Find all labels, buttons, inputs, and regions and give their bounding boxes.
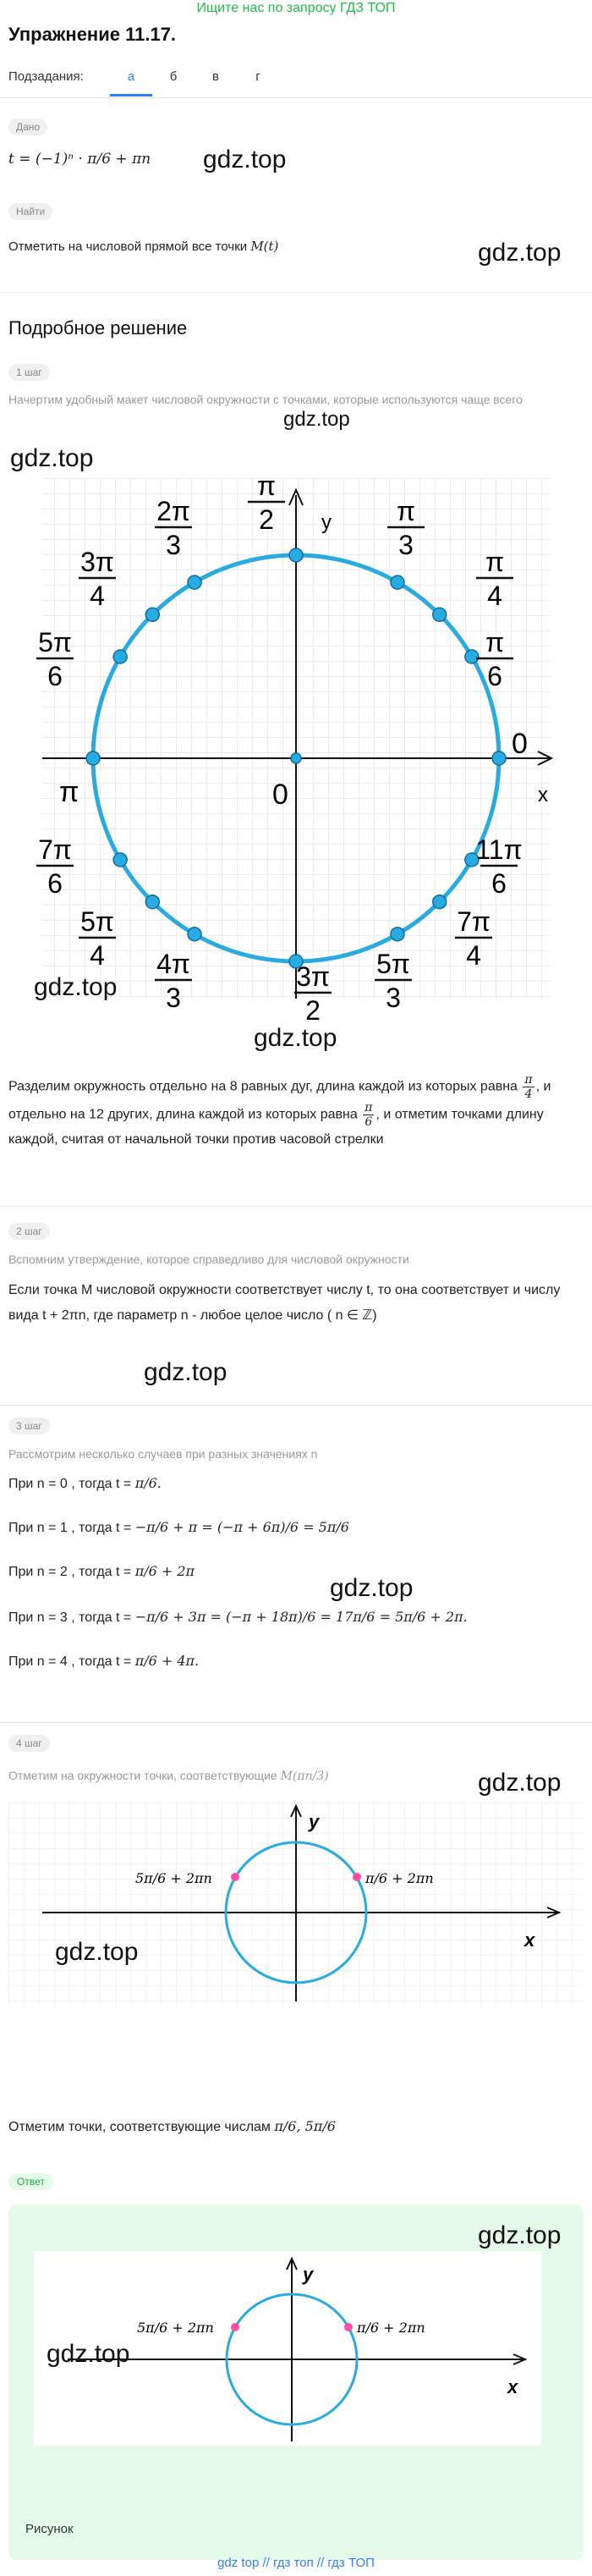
circle-point-300 <box>391 927 404 941</box>
circle-point-30 <box>465 650 479 663</box>
label-numerator: 5π <box>376 949 410 979</box>
page-title: Упражнение 11.17. <box>8 24 177 45</box>
label-denominator: 6 <box>47 661 63 691</box>
top-banner[interactable]: Ищите нас по запросу ГДЗ ТОП <box>196 1 396 15</box>
label-5pi6: 5π/6 + 2πn <box>135 1870 212 1886</box>
step3-chip: 3 шаг <box>8 1417 50 1434</box>
circle-point-315 <box>433 895 447 909</box>
label-numerator: 3π <box>80 547 114 577</box>
watermark: gdz.top <box>144 1358 227 1386</box>
label-denominator: 3 <box>166 530 181 560</box>
step4-hint: Отметим на окружности точки, соответствующие M(πn/3) <box>8 1769 329 1783</box>
answer-caption: Рисунок <box>25 2522 74 2536</box>
circle-point-60 <box>391 575 404 589</box>
step4-chip: 4 шаг <box>8 1735 50 1752</box>
step4-text: Отметим точки, соответствующие числам π/6, 5π/6 <box>8 2118 336 2134</box>
label-denominator: 2 <box>305 995 321 1026</box>
point-5pi6 <box>231 1873 239 1881</box>
tab-g[interactable]: г <box>255 69 260 84</box>
step1-text: Разделим окружность отдельно на 8 равных дуг, длина каждой из которых равна $\frac{\pi}{4}$ , и отдельно на 12 других, длина каждой из которых равна $\frac{\pi}{6}$ , и отметим точками длину каждой, считая от начальной точки против часовой стрелки <box>8 1073 551 1147</box>
divider <box>0 1722 592 1723</box>
frac-pi-4: $\frac{\pi}{4}$ <box>524 1073 533 1101</box>
label-p5pi3 <box>375 949 412 1013</box>
watermark: gdz.top <box>47 2340 130 2368</box>
label-denominator: 6 <box>491 868 507 899</box>
answer-chip: Ответ <box>8 2173 53 2190</box>
step2-hint: Вспомним утверждение, которое справедливо для числовой окружности <box>8 1252 409 1266</box>
watermark: gdz.top <box>478 2221 562 2249</box>
watermark: gdz.top <box>34 973 118 1001</box>
case-row: При n = 3 , тогда t = −π/6 + 3π = (−π + 18π)/6 = 17π/6 = 5π/6 + 2π. <box>8 1609 468 1625</box>
label-denominator: 4 <box>90 940 105 971</box>
circle-point-225 <box>145 895 159 909</box>
frac-pi-6: $\frac{\pi}{6}$ <box>365 1101 373 1129</box>
label-numerator: π <box>485 627 505 658</box>
divider <box>0 292 592 293</box>
zero-label: 0 <box>512 728 528 760</box>
label-numerator: 11π <box>475 834 523 865</box>
circle-point-120 <box>188 575 201 589</box>
label-numerator: 7π <box>38 834 72 865</box>
label-numerator: 4π <box>156 949 190 979</box>
label-5pi6: 5π/6 + 2πn <box>137 2320 214 2336</box>
watermark: gdz.top <box>203 146 287 173</box>
circle-point-135 <box>145 608 159 621</box>
label-denominator: 4 <box>487 581 502 611</box>
watermark: gdz.top <box>478 1769 562 1797</box>
tab-v[interactable]: в <box>212 69 219 84</box>
pi-label: π <box>59 776 79 808</box>
case-row: При n = 2 , тогда t = π/6 + 2π <box>8 1563 195 1579</box>
origin-label: 0 <box>272 779 288 811</box>
tab-b[interactable]: б <box>169 69 178 84</box>
label-denominator: 3 <box>386 983 401 1013</box>
label-denominator: 6 <box>487 661 502 691</box>
divider <box>0 97 592 98</box>
origin-point <box>291 753 301 763</box>
label-pi6: π/6 + 2πn <box>357 2320 425 2336</box>
label-p3pi2 <box>294 961 332 1026</box>
watermark: gdz.top <box>10 444 94 472</box>
circle-point-180 <box>86 751 100 765</box>
footer-links[interactable]: gdz top // гдз топ // гдз ТОП <box>217 2556 375 2570</box>
step4-figure <box>8 1803 584 2006</box>
label-denominator: 4 <box>90 581 105 611</box>
label-numerator: π <box>485 547 505 577</box>
solution-title: Подробное решение <box>8 317 188 339</box>
label-numerator: π <box>256 471 277 501</box>
unit-circle-figure <box>8 471 558 1026</box>
circle-point-0 <box>492 751 506 765</box>
given-chip: Дано <box>8 118 47 135</box>
watermark: gdz.top <box>55 1938 139 1966</box>
given-formula: t = (−1)ⁿ · π/6 + πn <box>8 151 151 168</box>
label-denominator: 4 <box>466 940 481 971</box>
x-label: x <box>507 2376 518 2397</box>
label-denominator: 3 <box>398 530 414 560</box>
point-pi6 <box>344 2323 353 2331</box>
case-row: При n = 1 , тогда t = −π/6 + π = (−π + 6π)/6 = 5π/6 <box>8 1519 349 1535</box>
subtask-tabs <box>110 66 279 96</box>
case-row: При n = 4 , тогда t = π/6 + 4π. <box>8 1653 200 1669</box>
label-p4pi3 <box>155 949 192 1013</box>
tab-a[interactable]: а <box>110 66 152 96</box>
circle-point-240 <box>188 927 201 941</box>
label-pi6: π/6 + 2πn <box>365 1870 434 1886</box>
watermark: gdz.top <box>283 408 350 431</box>
divider <box>0 1206 592 1207</box>
label-denominator: 6 <box>47 868 63 899</box>
circle-point-45 <box>433 608 447 621</box>
watermark: gdz.top <box>254 1024 337 1052</box>
label-denominator: 2 <box>259 504 274 535</box>
subtasks-label: Подзадания: <box>8 69 84 84</box>
x-label: x <box>524 1929 535 1951</box>
label-numerator: 5π <box>38 627 72 658</box>
find-chip: Найти <box>8 203 52 220</box>
circle-point-210 <box>113 853 127 867</box>
label-numerator: π <box>396 496 416 526</box>
y-label: y <box>321 511 332 534</box>
watermark: gdz.top <box>478 239 562 267</box>
x-label: x <box>538 784 548 806</box>
step2-text: Если точка M числовой окружности соответствует числу t, то она соответствует и числу вида t + 2πn, где параметр n - любое целое число ( n ∈ ℤ) <box>8 1283 561 1323</box>
watermark: gdz.top <box>330 1574 414 1602</box>
case-row: При n = 0 , тогда t = π/6. <box>8 1475 162 1491</box>
point-pi6 <box>353 1873 361 1881</box>
find-text: Отметить на числовой прямой все точки M(t) <box>8 239 279 254</box>
y-label: y <box>303 2264 314 2285</box>
label-denominator: 3 <box>166 983 181 1013</box>
step1-chip: 1 шаг <box>8 364 50 381</box>
label-numerator: 7π <box>457 906 491 937</box>
label-numerator: 5π <box>80 906 114 937</box>
circle-point-90 <box>289 548 303 562</box>
step2-chip: 2 шаг <box>8 1223 50 1240</box>
y-label: y <box>309 1811 320 1832</box>
step1-hint: Начертим удобный макет числовой окружности с точками, которые используются чаще всего <box>8 393 523 406</box>
label-numerator: 2π <box>156 496 190 526</box>
label-numerator: 3π <box>296 961 330 992</box>
divider <box>0 1405 592 1406</box>
point-5pi6 <box>231 2323 239 2331</box>
circle-point-150 <box>113 650 127 663</box>
step3-hint: Рассмотрим несколько случаев при разных значениях n <box>8 1447 318 1461</box>
